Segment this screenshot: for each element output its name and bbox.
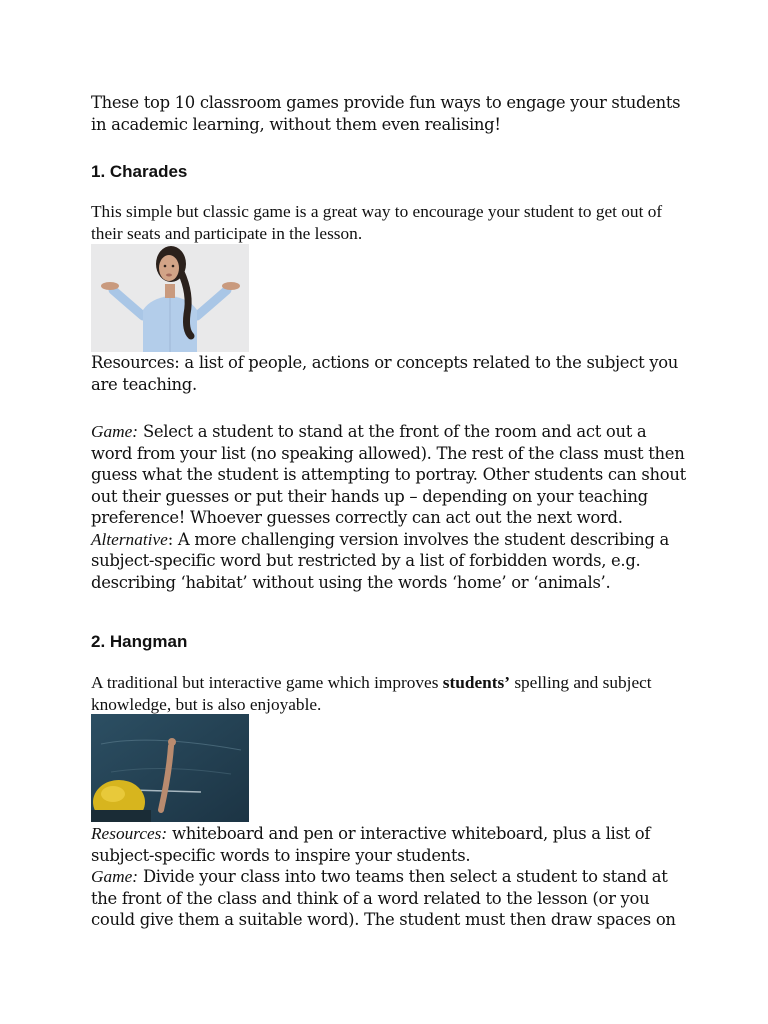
description-text-after: spelling and subject knowledge, but is also enjoyable. (91, 673, 652, 714)
resources-label: Resources: (91, 824, 168, 843)
section-heading-charades: 1. Charades (91, 162, 188, 181)
charades-game-paragraph (91, 421, 691, 593)
hangman-photo (91, 714, 249, 822)
game-text: Select a student to stand at the front of the room and act out a word from your list (no speaking allowed). The rest of the class must then guess what the student is attempting to portray. Other students can shout out their guesses or put their hands up – depending on your teaching preference! Whoever guesses correctly can act out the next word. (91, 422, 686, 527)
alternative-text: : A more challenging version involves the student describing a subject-specific word but restricted by a list of forbidden words, e.g. describing ‘habitat’ without using the words ‘home’ or ‘animals’. (91, 529, 669, 592)
charades-resources: Resources: a list of people, actions or concepts related to the subject you are teaching. (91, 353, 679, 394)
description-text-before: A traditional but interactive game which improves (91, 673, 443, 692)
section-heading-hangman: 2. Hangman (91, 632, 188, 651)
charades-photo (91, 244, 249, 352)
hangman-description (91, 672, 691, 716)
hangman-resources-paragraph (91, 823, 691, 931)
charades-description: This simple but classic game is a great way to encourage your student to get out of their seats and participate in the lesson. (91, 202, 663, 243)
resources-text: whiteboard and pen or interactive whiteboard, plus a list of subject-specific words to inspire your students. (91, 824, 651, 865)
description-bold-word: students’ (442, 673, 510, 692)
child-at-chalkboard-image (91, 714, 249, 822)
game-label: Game: (91, 422, 139, 441)
alternative-label: Alternative (91, 529, 168, 549)
game-label: Game: (91, 867, 139, 886)
game-text: Divide your class into two teams then select a student to stand at the front of the class and think of a word related to the lesson (or you could give them a suitable word). The student must then draw spaces on (91, 867, 676, 929)
shrugging-woman-image (91, 244, 249, 352)
intro-paragraph: These top 10 classroom games provide fun ways to engage your students in academic learning, without them even realising! (91, 93, 681, 134)
